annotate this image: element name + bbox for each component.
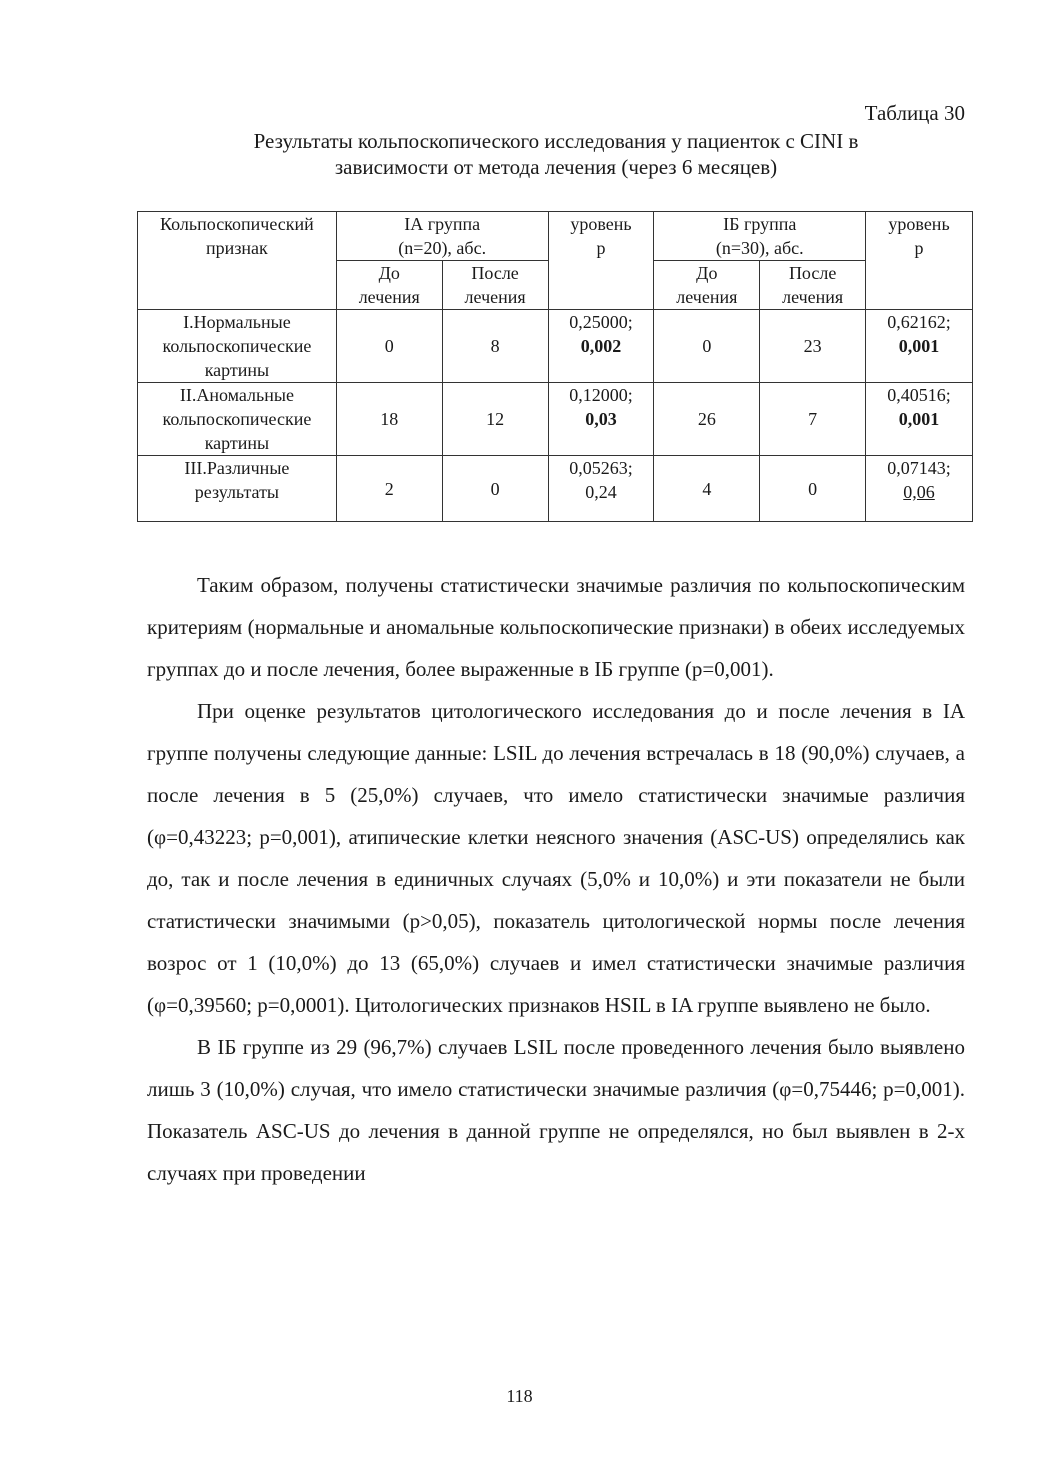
- cell-ia-after: 12: [442, 383, 548, 456]
- paragraph: Таким образом, получены статистически значимые различия по кольпоскопическим критериям (нормальные и аномальные кольпоскопические признаки) в обеих исследуемых группах до и после лечения, более выраженные в IБ группе (р=0,001).: [147, 573, 965, 681]
- header-sign: Кольпоскопический признак: [138, 212, 337, 310]
- header-ia-before: До лечения: [336, 261, 442, 310]
- table-row: [138, 310, 973, 383]
- cell-p-ia: 0,05263; 0,24: [548, 456, 654, 522]
- header-group-ib: IБ группа (n=30), абс.: [654, 212, 866, 261]
- cell-ib-after: 0: [760, 456, 866, 522]
- paragraph: В IБ группе из 29 (96,7%) случаев LSIL после проведенного лечения было выявлено лишь 3 (10,0%) случая, что имело статистически значимые различия (φ=0,75446; р=0,001). Показатель ASC-US до лечения в данной группе не определялся, но был выявлен в 2-х случаях при проведении: [147, 1035, 965, 1185]
- cell-ib-after: 7: [760, 383, 866, 456]
- header-ia-after: После лечения: [442, 261, 548, 310]
- cell-ia-after: 0: [442, 456, 548, 522]
- table-title: [140, 128, 972, 180]
- table-row: [138, 383, 973, 456]
- cell-ia-after: 8: [442, 310, 548, 383]
- colposcopy-results-table: [137, 211, 973, 522]
- header-ib-before: До лечения: [654, 261, 760, 310]
- page-number: 118: [506, 1386, 533, 1406]
- cell-p-ib: 0,40516; 0,001: [866, 383, 973, 456]
- cell-ib-before: 26: [654, 383, 760, 456]
- table-title-line-2: зависимости от метода лечения (через 6 месяцев): [334, 155, 778, 179]
- header-level-p-ib: уровень р: [866, 212, 973, 310]
- table-header-row: [138, 212, 973, 261]
- row-sign: III.Различные результаты: [138, 456, 337, 522]
- row-sign: I.Нормальные кольпоскопические картины: [138, 310, 337, 383]
- cell-ia-before: 0: [336, 310, 442, 383]
- table-row: [138, 456, 973, 522]
- header-group-ia: IА группа (n=20), абс.: [336, 212, 548, 261]
- header-level-p-ia: уровень р: [548, 212, 654, 310]
- cell-ib-before: 0: [654, 310, 760, 383]
- cell-p-ia: 0,25000; 0,002: [548, 310, 654, 383]
- cell-ia-before: 2: [336, 456, 442, 522]
- body-text: [147, 564, 965, 1194]
- paragraph: При оценке результатов цитологического исследования до и после лечения в IA группе получены следующие данные: LSIL до лечения встречалась в 18 (90,0%) случаев, а после лечения в 5 (25,0%) случаев, что имело статистически значимые различия (φ=0,43223; р=0,001), атипические клетки неясного значения (ASC-US) определялись как до, так и после лечения в единичных случаях (5,0% и 10,0%) и эти показатели не были статистически значимыми (р>0,05), показатель цитологической нормы после лечения возрос от 1 (10,0%) до 13 (65,0%) случаев и имел статистически значимые различия (φ=0,39560; р=0,0001). Цитологических признаков HSIL в IA группе выявлено не было.: [147, 699, 965, 1017]
- cell-ib-before: 4: [654, 456, 760, 522]
- cell-p-ia: 0,12000; 0,03: [548, 383, 654, 456]
- header-ib-after: После лечения: [760, 261, 866, 310]
- cell-ib-after: 23: [760, 310, 866, 383]
- cell-p-ib: 0,07143; 0,06: [866, 456, 973, 522]
- row-sign: II.Аномальные кольпоскопические картины: [138, 383, 337, 456]
- cell-ia-before: 18: [336, 383, 442, 456]
- table-label: Таблица 30: [864, 101, 965, 125]
- cell-p-ib: 0,62162; 0,001: [866, 310, 973, 383]
- table-title-line-1: Результаты кольпоскопического исследования у пациенток с CINI в: [253, 129, 859, 153]
